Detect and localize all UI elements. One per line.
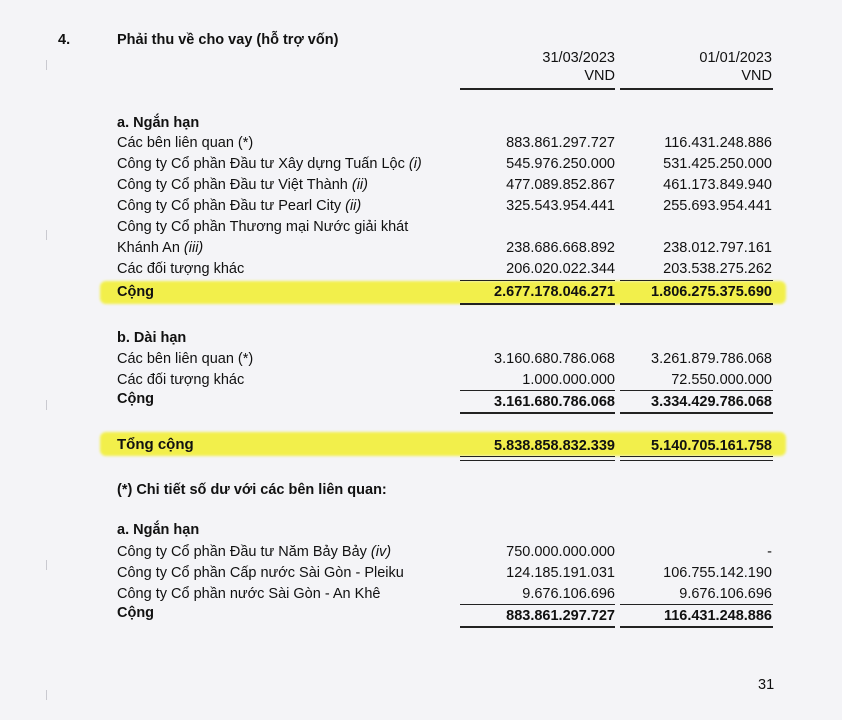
row-label: Công ty Cổ phần Đầu tư Năm Bảy Bảy (iv)	[117, 544, 392, 560]
row-value-col1: 545.976.250.000	[506, 156, 615, 172]
related-total-col1: 883.861.297.727	[506, 608, 615, 624]
section-title: Phải thu về cho vay (hỗ trợ vốn)	[117, 32, 339, 48]
row-value-col2: 106.755.142.190	[663, 565, 772, 581]
col1-unit: VND	[584, 68, 615, 84]
total-rule	[620, 303, 773, 305]
row-value-col1: 3.160.680.786.068	[494, 351, 615, 367]
double-rule	[620, 456, 773, 461]
row-label: Các bên liên quan (*)	[117, 135, 254, 151]
row-value-col1: 124.185.191.031	[506, 565, 615, 581]
subtotal-rule	[620, 280, 773, 281]
long-term-total-col2: 3.334.429.786.068	[651, 394, 772, 410]
margin-mark	[46, 690, 47, 700]
subtotal-rule	[460, 390, 615, 391]
row-value-col2: -	[767, 544, 772, 560]
total-rule	[620, 626, 773, 628]
subtotal-rule	[620, 604, 773, 605]
row-value-col1: 750.000.000.000	[506, 544, 615, 560]
row-label: Khánh An (iii)	[117, 240, 204, 256]
row-value-col1: 9.676.106.696	[522, 586, 615, 602]
row-value-col2: 255.693.954.441	[663, 198, 772, 214]
section-number: 4.	[58, 32, 71, 48]
row-value-col1: 206.020.022.344	[506, 261, 615, 277]
row-label: Công ty Cổ phần Đầu tư Xây dựng Tuấn Lộc (i)	[117, 156, 422, 172]
row-value-col1: 1.000.000.000	[522, 372, 615, 388]
short-term-total-col1: 2.677.178.046.271	[494, 284, 615, 300]
row-value-col2: 238.012.797.161	[663, 240, 772, 256]
subtotal-rule	[620, 390, 773, 391]
row-label: Công ty Cổ phần Thương mại Nước giải khát	[117, 219, 409, 235]
row-label: Các bên liên quan (*)	[117, 351, 254, 367]
long-term-total-label: Cộng	[117, 391, 155, 407]
total-rule	[460, 412, 615, 414]
row-label: Công ty Cổ phần Đầu tư Việt Thành (ii)	[117, 177, 368, 193]
row-value-col2: 9.676.106.696	[679, 586, 772, 602]
row-label: Công ty Cổ phần Cấp nước Sài Gòn - Pleiku	[117, 565, 404, 581]
row-value-col2: 461.173.849.940	[663, 177, 772, 193]
row-label: Công ty Cổ phần Đầu tư Pearl City (ii)	[117, 198, 362, 214]
margin-mark	[46, 560, 47, 570]
margin-mark	[46, 230, 47, 240]
total-rule	[460, 303, 615, 305]
total-rule	[460, 626, 615, 628]
row-value-col2: 72.550.000.000	[671, 372, 772, 388]
related-detail-subheading: a. Ngắn hạn	[117, 522, 200, 538]
row-value-col1: 883.861.297.727	[506, 135, 615, 151]
subtotal-rule	[460, 604, 615, 605]
col2-unit: VND	[741, 68, 772, 84]
row-label: Công ty Cổ phần nước Sài Gòn - An Khê	[117, 586, 381, 602]
related-total-label: Cộng	[117, 605, 155, 621]
row-label: Các đối tượng khác	[117, 261, 245, 277]
row-value-col2: 531.425.250.000	[663, 156, 772, 172]
row-value-col1: 477.089.852.867	[506, 177, 615, 193]
subtotal-rule	[460, 280, 615, 281]
grand-total-col2: 5.140.705.161.758	[651, 438, 772, 454]
row-label: Các đối tượng khác	[117, 372, 245, 388]
related-total-col2: 116.431.248.886	[663, 608, 772, 624]
short-term-total-label: Cộng	[117, 284, 155, 300]
row-value-col2: 203.538.275.262	[663, 261, 772, 277]
row-value-col1: 325.543.954.441	[506, 198, 615, 214]
col1-date: 31/03/2023	[542, 50, 615, 66]
col2-date: 01/01/2023	[699, 50, 772, 66]
header-rule	[620, 88, 773, 90]
margin-mark	[46, 60, 47, 70]
short-term-total-col2: 1.806.275.375.690	[651, 284, 772, 300]
header-rule	[460, 88, 615, 90]
margin-mark	[46, 400, 47, 410]
row-value-col2: 116.431.248.886	[664, 135, 772, 151]
grand-total-label: Tổng cộng	[117, 436, 194, 453]
long-term-total-col1: 3.161.680.786.068	[494, 394, 615, 410]
short-term-heading: a. Ngắn hạn	[117, 115, 200, 131]
double-rule	[460, 456, 615, 461]
long-term-heading: b. Dài hạn	[117, 330, 187, 346]
total-rule	[620, 412, 773, 414]
grand-total-col1: 5.838.858.832.339	[494, 438, 615, 454]
page-number: 31	[758, 677, 775, 693]
row-value-col1: 238.686.668.892	[506, 240, 615, 256]
row-value-col2: 3.261.879.786.068	[651, 351, 772, 367]
related-detail-heading: (*) Chi tiết số dư với các bên liên quan:	[117, 482, 387, 498]
